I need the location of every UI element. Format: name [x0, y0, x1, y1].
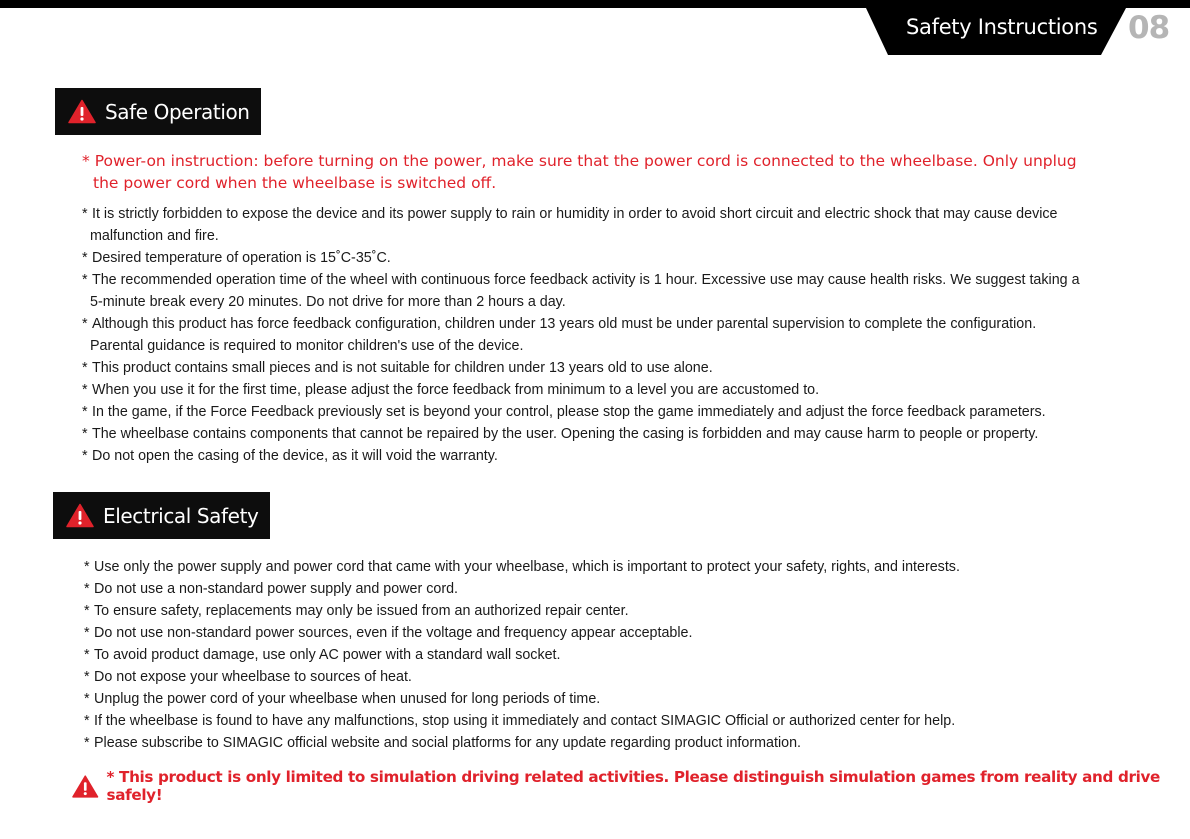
power-note-line2: the power cord when the wheelbase is switched off. — [93, 174, 497, 192]
list-item — [84, 688, 1154, 710]
list-item — [84, 556, 1154, 578]
electrical-safety-heading-tag — [53, 492, 270, 539]
bullet-star: * — [82, 316, 88, 332]
list-item — [84, 578, 1154, 600]
footer-warning-text: * This product is only limited to simulation driving related activities. Please distinguish simulation games from reality and drive safely! — [106, 768, 1160, 804]
list-item — [84, 622, 1154, 644]
item-line2: 5-minute break every 20 minutes. Do not drive for more than 2 hours a day. — [90, 294, 566, 310]
list-item — [82, 247, 1152, 269]
item-line1: Do not open the casing of the device, as it will void the warranty. — [92, 448, 498, 464]
page-title: Safety Instructions — [906, 15, 1098, 39]
bullet-star: * — [84, 559, 90, 575]
top-bar — [0, 0, 1190, 8]
bullet-star: * — [84, 647, 90, 663]
item-line2: Parental guidance is required to monitor children's use of the device. — [90, 338, 524, 354]
safe-operation-heading: Safe Operation — [105, 99, 250, 124]
list-item — [84, 600, 1154, 622]
item-line1: When you use it for the first time, please adjust the force feedback from minimum to a level you are accustomed to. — [92, 382, 820, 398]
item-line1: The wheelbase contains components that cannot be repaired by the user. Opening the casing is forbidden and may cause harm to people or property. — [92, 426, 1039, 442]
item-line1: To ensure safety, replacements may only be issued from an authorized repair center. — [94, 603, 629, 619]
bullet-star: * — [84, 581, 90, 597]
bullet-star: * — [84, 713, 90, 729]
item-line1: The recommended operation time of the wheel with continuous force feedback activity is 1 hour. Excessive use may cause health risks. We suggest taking a — [92, 272, 1080, 288]
warning-triangle-icon — [72, 774, 99, 799]
list-item — [82, 269, 1152, 313]
list-item — [82, 401, 1152, 423]
electrical-safety-list — [84, 556, 1154, 754]
bullet-star: * — [84, 735, 90, 751]
item-line2: malfunction and fire. — [90, 228, 219, 244]
list-item — [82, 379, 1152, 401]
item-line1: If the wheelbase is found to have any malfunctions, stop using it immediately and contact SIMAGIC Official or authorized center for help. — [94, 713, 956, 729]
list-item — [84, 644, 1154, 666]
list-item — [84, 710, 1154, 732]
power-on-instruction — [82, 150, 1142, 194]
list-item — [82, 203, 1152, 247]
item-line1: Unplug the power cord of your wheelbase when unused for long periods of time. — [94, 691, 601, 707]
electrical-safety-heading: Electrical Safety — [103, 503, 259, 528]
bullet-star: * — [82, 250, 88, 266]
list-item — [82, 313, 1152, 357]
item-line1: In the game, if the Force Feedback previously set is beyond your control, please stop the game immediately and adjust the force feedback parameters. — [92, 404, 1046, 420]
bullet-star: * — [84, 669, 90, 685]
header-tab — [866, 8, 1126, 55]
item-line1: Although this product has force feedback configuration, children under 13 years old must be under parental supervision to complete the configuration. — [92, 316, 1037, 332]
item-line1: Do not use non-standard power sources, even if the voltage and frequency appear acceptable. — [94, 625, 693, 641]
bullet-star: * — [82, 206, 88, 222]
safe-operation-heading-tag — [55, 88, 261, 135]
bullet-star: * — [82, 448, 88, 464]
warning-triangle-icon — [66, 503, 94, 528]
item-line1: It is strictly forbidden to expose the device and its power supply to rain or humidity in order to avoid short circuit and electric shock that may cause device — [92, 206, 1058, 222]
item-line1: Use only the power supply and power cord that came with your wheelbase, which is important to protect your safety, rights, and interests. — [94, 559, 960, 575]
safe-operation-list — [82, 203, 1152, 467]
list-item — [84, 732, 1154, 754]
item-line1: Desired temperature of operation is 15˚C-35˚C. — [92, 250, 391, 266]
item-line1: Please subscribe to SIMAGIC official website and social platforms for any update regarding product information. — [94, 735, 801, 751]
warning-triangle-icon — [68, 99, 96, 124]
bullet-star: * — [82, 426, 88, 442]
page-number: 08 — [1128, 10, 1170, 46]
list-item — [82, 357, 1152, 379]
bullet-star: * — [84, 691, 90, 707]
bullet-star: * — [82, 360, 88, 376]
bullet-star: * — [82, 404, 88, 420]
bullet-star: * — [82, 272, 88, 288]
item-line1: Do not use a non-standard power supply and power cord. — [94, 581, 458, 597]
power-note-line1: Power-on instruction: before turning on the power, make sure that the power cord is connected to the wheelbase. Only unplug — [94, 152, 1077, 170]
bullet-star: * — [82, 382, 88, 398]
bullet-star: * — [84, 625, 90, 641]
footer-warning — [72, 768, 1162, 804]
item-line1: To avoid product damage, use only AC power with a standard wall socket. — [94, 647, 561, 663]
item-line1: This product contains small pieces and is not suitable for children under 13 years old to use alone. — [92, 360, 713, 376]
power-note-star: * — [82, 152, 90, 170]
bullet-star: * — [84, 603, 90, 619]
item-line1: Do not expose your wheelbase to sources of heat. — [94, 669, 412, 685]
list-item — [82, 445, 1152, 467]
list-item — [82, 423, 1152, 445]
list-item — [84, 666, 1154, 688]
